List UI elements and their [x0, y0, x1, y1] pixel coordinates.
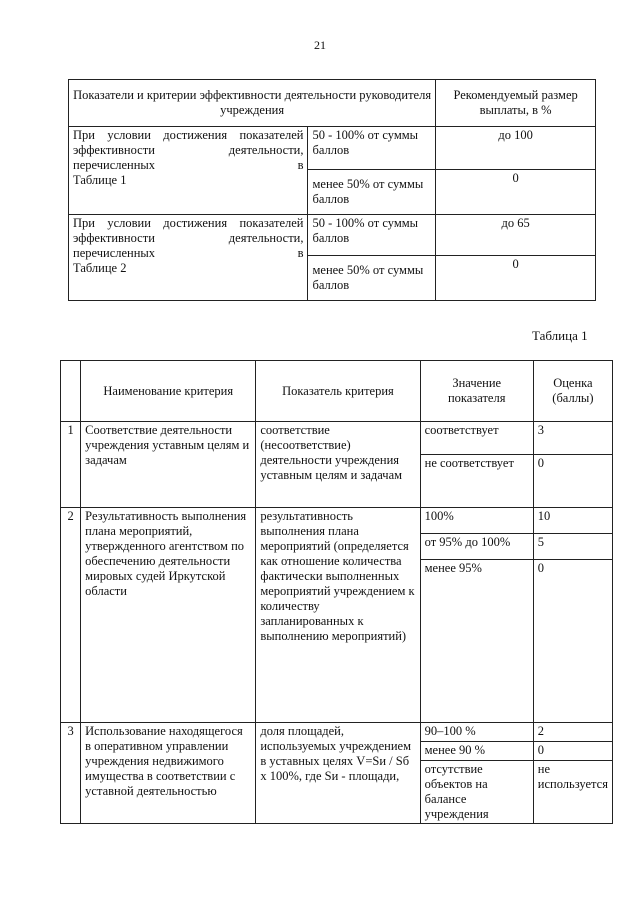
number-header	[61, 361, 81, 422]
name-header: Наименование критерия	[81, 361, 256, 422]
indicator-value: менее 90 %	[420, 742, 533, 761]
condition-line: При условии достижения	[73, 128, 240, 142]
payment-row	[69, 215, 596, 256]
indicator-score: 3	[533, 422, 612, 455]
condition-cell	[69, 215, 308, 301]
condition-line: При условии достижения	[73, 216, 240, 230]
range-cell: 50 - 100% от суммы баллов	[308, 215, 436, 256]
indicator-value: не соответствует	[420, 455, 533, 508]
condition-line: показателей эффективности	[73, 128, 304, 157]
value-header: Значение показателя	[420, 361, 533, 422]
condition-line: деятельности, перечисленных в	[73, 143, 304, 172]
indicator-score: не используется	[533, 761, 612, 824]
indicator-score: 2	[533, 723, 612, 742]
condition-line: деятельности, перечисленных в	[73, 231, 304, 260]
condition-cell	[69, 127, 308, 215]
criterion-name: Результативность выполнения плана мероприятий, утвержденного агентством по обеспечению деятельности мировых судей Иркутской области	[81, 508, 256, 723]
payment-cell: 0	[436, 256, 596, 301]
range-cell: менее 50% от суммы баллов	[308, 170, 436, 215]
payment-cell: до 65	[436, 215, 596, 256]
indicator-header: Показатель критерия	[256, 361, 420, 422]
table-row	[61, 422, 613, 455]
indicator-value: менее 95%	[420, 560, 533, 723]
criteria-header-row	[61, 361, 613, 422]
payment-cell: до 100	[436, 127, 596, 170]
indicator-value: отсутствие объектов на балансе учреждения	[420, 761, 533, 824]
payment-table	[68, 79, 596, 301]
indicator-value: 90–100 %	[420, 723, 533, 742]
condition-line: показателей эффективности	[73, 216, 304, 245]
page-number: 21	[314, 38, 326, 52]
indicator-score: 0	[533, 742, 612, 761]
indicator-value: от 95% до 100%	[420, 534, 533, 560]
table-label: Таблица 1	[532, 328, 588, 343]
condition-line: Таблице 2	[73, 261, 127, 275]
range-cell: 50 - 100% от суммы баллов	[308, 127, 436, 170]
criterion-indicator: соответствие (несоответствие) деятельности учреждения уставным целям и задачам	[256, 422, 420, 508]
row-number: 2	[61, 508, 81, 723]
table-row	[61, 723, 613, 742]
indicator-score: 5	[533, 534, 612, 560]
indicator-score: 0	[533, 560, 612, 723]
row-number: 1	[61, 422, 81, 508]
payment-row	[69, 127, 596, 170]
criteria-header: Показатели и критерии эффективности деятельности руководителя учреждения	[69, 80, 436, 127]
criterion-indicator: результативность выполнения плана мероприятий (определяется как отношение количества фактически выполненных мероприятий учреждением к количеству запланированных к выполнению мероприятий)	[256, 508, 420, 723]
indicator-value: 100%	[420, 508, 533, 534]
indicator-score: 0	[533, 455, 612, 508]
row-number: 3	[61, 723, 81, 824]
criterion-indicator: доля площадей, используемых учреждением в уставных целях V=Sи / Sб х 100%, где Sи - площади,	[256, 723, 420, 824]
indicator-value: соответствует	[420, 422, 533, 455]
criterion-name: Соответствие деятельности учреждения уставным целям и задачам	[81, 422, 256, 508]
condition-line: Таблице 1	[73, 173, 127, 187]
payment-header: Рекомендуемый размер выплаты, в %	[436, 80, 596, 127]
criterion-name: Использование находящегося в оперативном управлении учреждения недвижимого имущества в соответствии с уставной деятельностью	[81, 723, 256, 824]
payment-cell: 0	[436, 170, 596, 215]
score-header: Оценка (баллы)	[533, 361, 612, 422]
range-cell: менее 50% от суммы баллов	[308, 256, 436, 301]
indicator-score: 10	[533, 508, 612, 534]
criteria-table	[60, 360, 613, 824]
table-row	[61, 508, 613, 534]
payment-header-row	[69, 80, 596, 127]
